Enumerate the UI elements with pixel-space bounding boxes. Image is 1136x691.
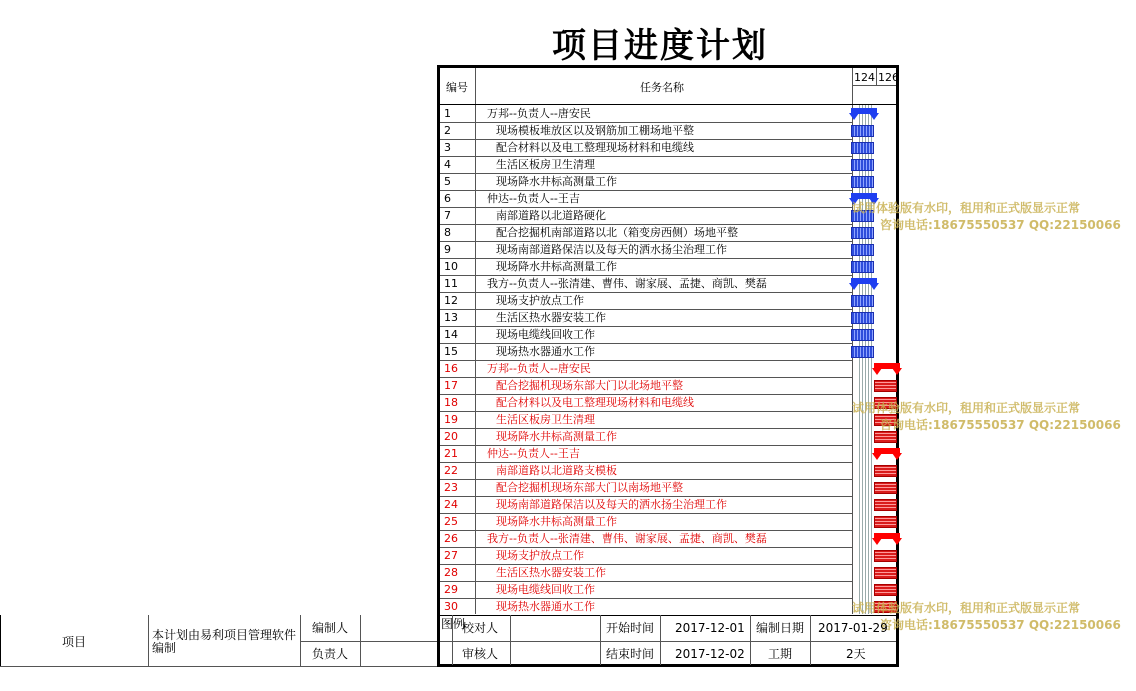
watermark-1: 试用体验版有水印，租用和正式版显示正常 咨询电话:18675550537 QQ:22150066 <box>852 201 1121 232</box>
task-name: 现场降水井标高测量工作 <box>496 175 617 188</box>
task-number: 1 <box>444 107 451 120</box>
task-name: 现场热水器通水工作 <box>496 600 595 613</box>
legend-label: 图例 <box>441 617 466 631</box>
task-number: 25 <box>444 515 458 528</box>
task-number: 24 <box>444 498 458 511</box>
task-name: 配合挖掘机现场东部大门以北场地平整 <box>496 379 683 392</box>
col-divider-num <box>475 68 476 614</box>
task-bar <box>851 142 874 154</box>
summary-bar-end <box>872 538 882 545</box>
task-name: 生活区板房卫生清理 <box>496 158 595 171</box>
task-name: 现场模板堆放区以及钢筋加工棚场地平整 <box>496 124 694 137</box>
footer-div-5 <box>750 615 751 665</box>
made-date-value: 2017-01-29 <box>818 621 888 635</box>
day-header-line <box>852 85 896 86</box>
left-footer-div-1 <box>148 615 149 667</box>
task-name: 现场南部道路保洁以及每天的洒水扬尘治理工作 <box>496 243 727 256</box>
task-name: 南部道路以北道路硬化 <box>496 209 606 222</box>
duration-label: 工期 <box>768 647 793 661</box>
summary-bar-end <box>869 283 879 290</box>
watermark-3: 试用体验版有水印，租用和正式版显示正常 咨询电话:18675550537 QQ:22150066 <box>852 601 1121 632</box>
left-footer-bottom <box>0 666 437 667</box>
summary-bar-end <box>872 368 882 375</box>
footer-div-2 <box>510 615 511 665</box>
project-label: 项目 <box>62 635 87 649</box>
task-bar <box>851 329 874 341</box>
task-bar <box>851 176 874 188</box>
task-bar <box>874 516 897 528</box>
col-divider-day <box>876 68 877 86</box>
task-bar <box>851 346 874 358</box>
summary-bar-end <box>869 113 879 120</box>
task-number: 27 <box>444 549 458 562</box>
task-number: 29 <box>444 583 458 596</box>
task-number: 26 <box>444 532 458 545</box>
task-number: 16 <box>444 362 458 375</box>
task-bar <box>851 295 874 307</box>
task-bar <box>851 159 874 171</box>
task-bar <box>851 312 874 324</box>
task-bar <box>851 244 874 256</box>
task-name: 我方--负责人--张清建、曹伟、谢家展、孟捷、商凯、樊磊 <box>487 532 767 545</box>
task-number: 20 <box>444 430 458 443</box>
watermark-2: 试用体验版有水印，租用和正式版显示正常 咨询电话:18675550537 QQ:22150066 <box>852 401 1121 432</box>
task-name: 万邦--负责人--唐安民 <box>487 107 591 120</box>
owner-label: 负责人 <box>312 647 349 661</box>
footer-mid-line <box>440 641 896 642</box>
task-number: 18 <box>444 396 458 409</box>
footer-top-line <box>440 615 896 616</box>
task-name: 配合挖掘机现场东部大门以南场地平整 <box>496 481 683 494</box>
task-bar <box>874 567 897 579</box>
left-footer-mid <box>300 641 437 642</box>
task-number: 22 <box>444 464 458 477</box>
header-task-name: 任务名称 <box>640 81 684 94</box>
task-name: 现场支护放点工作 <box>496 294 584 307</box>
task-name: 配合材料以及电工整理现场材料和电缆线 <box>496 396 694 409</box>
task-number: 11 <box>444 277 458 290</box>
task-name: 现场降水井标高测量工作 <box>496 515 617 528</box>
task-number: 21 <box>444 447 458 460</box>
footer-div-3 <box>600 615 601 665</box>
task-name: 现场热水器通水工作 <box>496 345 595 358</box>
task-number: 9 <box>444 243 451 256</box>
task-number: 17 <box>444 379 458 392</box>
header-day-124: 124 <box>854 71 875 84</box>
page-title: 项目进度计划 <box>552 26 768 66</box>
summary-bar-end <box>872 453 882 460</box>
task-bar <box>874 482 897 494</box>
task-name: 现场南部道路保洁以及每天的洒水扬尘治理工作 <box>496 498 727 511</box>
summary-bar-end <box>849 283 859 290</box>
task-number: 2 <box>444 124 451 137</box>
task-name: 生活区热水器安装工作 <box>496 311 606 324</box>
header-day-126: 126 <box>878 71 899 84</box>
task-name: 生活区板房卫生清理 <box>496 413 595 426</box>
checker-label: 校对人 <box>462 621 499 635</box>
task-number: 13 <box>444 311 458 324</box>
task-name: 配合挖掘机南部道路以北（箱变房西侧）场地平整 <box>496 226 738 239</box>
task-name: 仲达--负责人--王吉 <box>487 192 580 205</box>
software-note: 本计划由易利项目管理软件编制 <box>152 628 297 655</box>
task-number: 8 <box>444 226 451 239</box>
task-name: 现场支护放点工作 <box>496 549 584 562</box>
task-number: 15 <box>444 345 458 358</box>
left-footer-edge <box>0 615 1 667</box>
task-bar <box>874 584 897 596</box>
task-name: 生活区热水器安装工作 <box>496 566 606 579</box>
task-bar <box>874 499 897 511</box>
summary-bar-end <box>849 113 859 120</box>
task-name: 现场降水井标高测量工作 <box>496 430 617 443</box>
task-number: 3 <box>444 141 451 154</box>
start-time-label: 开始时间 <box>606 621 655 635</box>
start-time-value: 2017-12-01 <box>675 621 745 635</box>
task-bar <box>874 550 897 562</box>
task-name: 现场降水井标高测量工作 <box>496 260 617 273</box>
duration-value: 2天 <box>846 647 866 661</box>
task-name: 现场电缆线回收工作 <box>496 583 595 596</box>
task-bar <box>874 465 897 477</box>
compiler-label: 编制人 <box>312 621 349 635</box>
task-name: 现场电缆线回收工作 <box>496 328 595 341</box>
header-num: 编号 <box>446 81 468 94</box>
task-name: 仲达--负责人--王吉 <box>487 447 580 460</box>
task-name: 万邦--负责人--唐安民 <box>487 362 591 375</box>
summary-bar-end <box>892 538 902 545</box>
task-bar <box>851 261 874 273</box>
task-number: 5 <box>444 175 451 188</box>
task-number: 14 <box>444 328 458 341</box>
summary-bar-end <box>892 453 902 460</box>
task-name: 配合材料以及电工整理现场材料和电缆线 <box>496 141 694 154</box>
task-name: 南部道路以北道路支模板 <box>496 464 617 477</box>
task-name: 我方--负责人--张清建、曹伟、谢家展、孟捷、商凯、樊磊 <box>487 277 767 290</box>
summary-bar-end <box>892 368 902 375</box>
task-number: 6 <box>444 192 451 205</box>
end-time-label: 结束时间 <box>606 647 655 661</box>
end-time-value: 2017-12-02 <box>675 647 745 661</box>
task-number: 4 <box>444 158 451 171</box>
footer-div-4 <box>660 615 661 665</box>
reviewer-label: 审核人 <box>462 647 499 661</box>
footer-div-6 <box>810 615 811 665</box>
task-number: 19 <box>444 413 458 426</box>
task-number: 28 <box>444 566 458 579</box>
task-number: 30 <box>444 600 458 613</box>
task-bar <box>851 125 874 137</box>
task-number: 12 <box>444 294 458 307</box>
task-number: 10 <box>444 260 458 273</box>
task-number: 23 <box>444 481 458 494</box>
made-date-label: 编制日期 <box>756 621 805 635</box>
task-bar <box>874 380 897 392</box>
task-number: 7 <box>444 209 451 222</box>
